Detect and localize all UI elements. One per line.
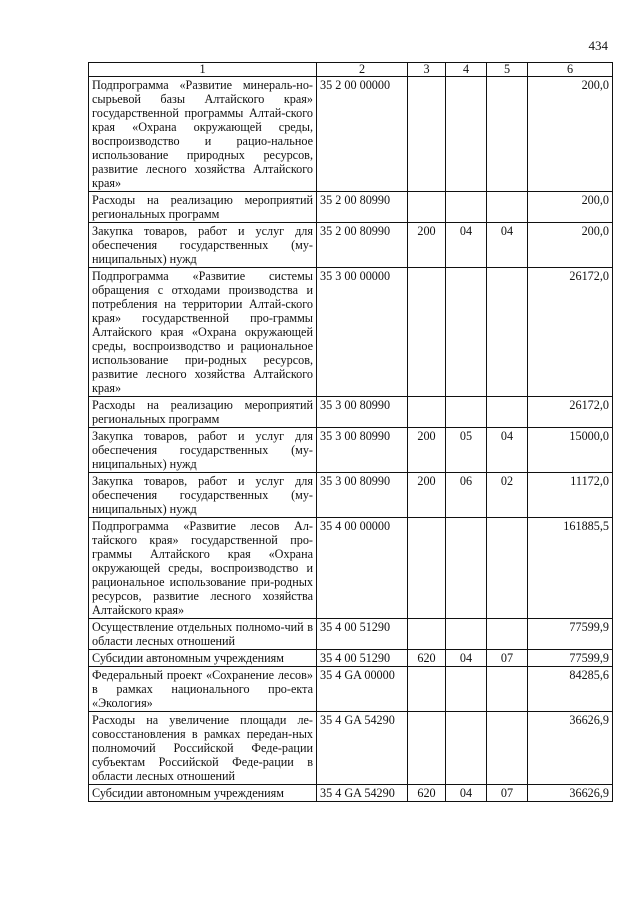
column-header-6: 6 bbox=[528, 63, 613, 77]
table-row bbox=[89, 712, 613, 785]
table-row bbox=[89, 473, 613, 518]
row-expense-type bbox=[408, 397, 446, 428]
table-row bbox=[89, 268, 613, 397]
row-amount: 36626,9 bbox=[528, 785, 613, 802]
row-name: Расходы на реализацию мероприятий региональных программ bbox=[89, 192, 317, 223]
table-row bbox=[89, 428, 613, 473]
row-amount: 15000,0 bbox=[528, 428, 613, 473]
row-code: 35 3 00 80990 bbox=[317, 397, 408, 428]
row-expense-type: 200 bbox=[408, 428, 446, 473]
row-name: Подпрограмма «Развитие системы обращения с отходами производства и потребления на территории Алтай-ского края» государственной про-граммы Алтайского края «Охрана окружающей среды, воспроизводство и рациональное использование при-родных ресурсов, развитие лесного хозяйства Алтайского края» bbox=[89, 268, 317, 397]
table-row bbox=[89, 785, 613, 802]
table-row bbox=[89, 223, 613, 268]
column-header-3: 3 bbox=[408, 63, 446, 77]
row-section: 04 bbox=[446, 223, 487, 268]
row-name: Подпрограмма «Развитие минераль-но-сырьевой базы Алтайского края» государственной программы Алтай-ского края «Охрана окружающей среды, воспроизводство и рацио-нальное использование природных ресурсов, развитие лесного хозяйства Алтайского края» bbox=[89, 77, 317, 192]
row-name: Закупка товаров, работ и услуг для обеспечения государственных (му-ниципальных) нужд bbox=[89, 428, 317, 473]
row-expense-type bbox=[408, 667, 446, 712]
row-code: 35 4 00 51290 bbox=[317, 619, 408, 650]
row-name: Подпрограмма «Развитие лесов Ал-тайского края» государственной про-граммы Алтайского края «Охрана окружающей среды, воспроизводство и рациональное использование при-родных ресурсов, развитие лесного хозяйства Алтайского края» bbox=[89, 518, 317, 619]
table-row bbox=[89, 192, 613, 223]
row-amount: 26172,0 bbox=[528, 268, 613, 397]
table-row bbox=[89, 518, 613, 619]
row-section bbox=[446, 192, 487, 223]
row-expense-type: 620 bbox=[408, 650, 446, 667]
row-section: 06 bbox=[446, 473, 487, 518]
table-row bbox=[89, 77, 613, 192]
row-section bbox=[446, 518, 487, 619]
row-amount: 26172,0 bbox=[528, 397, 613, 428]
row-code: 35 4 GA 00000 bbox=[317, 667, 408, 712]
row-name: Осуществление отдельных полномо-чий в области лесных отношений bbox=[89, 619, 317, 650]
row-code: 35 2 00 00000 bbox=[317, 77, 408, 192]
row-expense-type bbox=[408, 192, 446, 223]
row-code: 35 4 GA 54290 bbox=[317, 785, 408, 802]
row-code: 35 4 00 51290 bbox=[317, 650, 408, 667]
row-section: 04 bbox=[446, 785, 487, 802]
row-code: 35 4 00 00000 bbox=[317, 518, 408, 619]
row-subsection bbox=[487, 77, 528, 192]
row-expense-type bbox=[408, 518, 446, 619]
row-subsection bbox=[487, 518, 528, 619]
row-subsection: 02 bbox=[487, 473, 528, 518]
column-header-5: 5 bbox=[487, 63, 528, 77]
row-amount: 77599,9 bbox=[528, 650, 613, 667]
row-section: 04 bbox=[446, 650, 487, 667]
row-expense-type bbox=[408, 268, 446, 397]
table-row bbox=[89, 619, 613, 650]
row-subsection: 04 bbox=[487, 223, 528, 268]
row-expense-type: 200 bbox=[408, 223, 446, 268]
row-name: Субсидии автономным учреждениям bbox=[89, 650, 317, 667]
row-subsection: 07 bbox=[487, 785, 528, 802]
row-expense-type bbox=[408, 77, 446, 192]
row-amount: 84285,6 bbox=[528, 667, 613, 712]
budget-table bbox=[88, 62, 613, 802]
row-section bbox=[446, 619, 487, 650]
row-name: Закупка товаров, работ и услуг для обеспечения государственных (му-ниципальных) нужд bbox=[89, 473, 317, 518]
row-amount: 77599,9 bbox=[528, 619, 613, 650]
table-row bbox=[89, 650, 613, 667]
row-amount: 200,0 bbox=[528, 77, 613, 192]
row-name: Закупка товаров, работ и услуг для обеспечения государственных (му-ниципальных) нужд bbox=[89, 223, 317, 268]
row-code: 35 3 00 80990 bbox=[317, 473, 408, 518]
column-header-2: 2 bbox=[317, 63, 408, 77]
row-expense-type bbox=[408, 619, 446, 650]
row-amount: 161885,5 bbox=[528, 518, 613, 619]
table-header-row bbox=[89, 63, 613, 77]
row-section bbox=[446, 667, 487, 712]
row-name: Субсидии автономным учреждениям bbox=[89, 785, 317, 802]
table-row bbox=[89, 667, 613, 712]
column-header-1: 1 bbox=[89, 63, 317, 77]
row-amount: 200,0 bbox=[528, 223, 613, 268]
row-subsection bbox=[487, 619, 528, 650]
row-section bbox=[446, 712, 487, 785]
row-subsection bbox=[487, 268, 528, 397]
row-subsection bbox=[487, 712, 528, 785]
row-expense-type bbox=[408, 712, 446, 785]
table-body bbox=[89, 77, 613, 802]
row-subsection bbox=[487, 397, 528, 428]
row-expense-type: 200 bbox=[408, 473, 446, 518]
column-header-4: 4 bbox=[446, 63, 487, 77]
row-code: 35 3 00 00000 bbox=[317, 268, 408, 397]
row-subsection: 04 bbox=[487, 428, 528, 473]
row-section bbox=[446, 77, 487, 192]
row-code: 35 2 00 80990 bbox=[317, 223, 408, 268]
row-subsection bbox=[487, 192, 528, 223]
table-row bbox=[89, 397, 613, 428]
row-name: Расходы на увеличение площади ле-совосстановления в рамках передан-ных полномочий Российской Феде-рации субъектам Российской Феде-рации в области лесных отношений bbox=[89, 712, 317, 785]
row-section bbox=[446, 268, 487, 397]
row-subsection: 07 bbox=[487, 650, 528, 667]
row-amount: 11172,0 bbox=[528, 473, 613, 518]
row-expense-type: 620 bbox=[408, 785, 446, 802]
page-number: 434 bbox=[588, 38, 608, 53]
row-section bbox=[446, 397, 487, 428]
row-code: 35 3 00 80990 bbox=[317, 428, 408, 473]
row-amount: 200,0 bbox=[528, 192, 613, 223]
row-amount: 36626,9 bbox=[528, 712, 613, 785]
row-section: 05 bbox=[446, 428, 487, 473]
row-code: 35 4 GA 54290 bbox=[317, 712, 408, 785]
row-code: 35 2 00 80990 bbox=[317, 192, 408, 223]
row-name: Федеральный проект «Сохранение лесов» в рамках национального про-екта «Экология» bbox=[89, 667, 317, 712]
row-name: Расходы на реализацию мероприятий региональных программ bbox=[89, 397, 317, 428]
row-subsection bbox=[487, 667, 528, 712]
